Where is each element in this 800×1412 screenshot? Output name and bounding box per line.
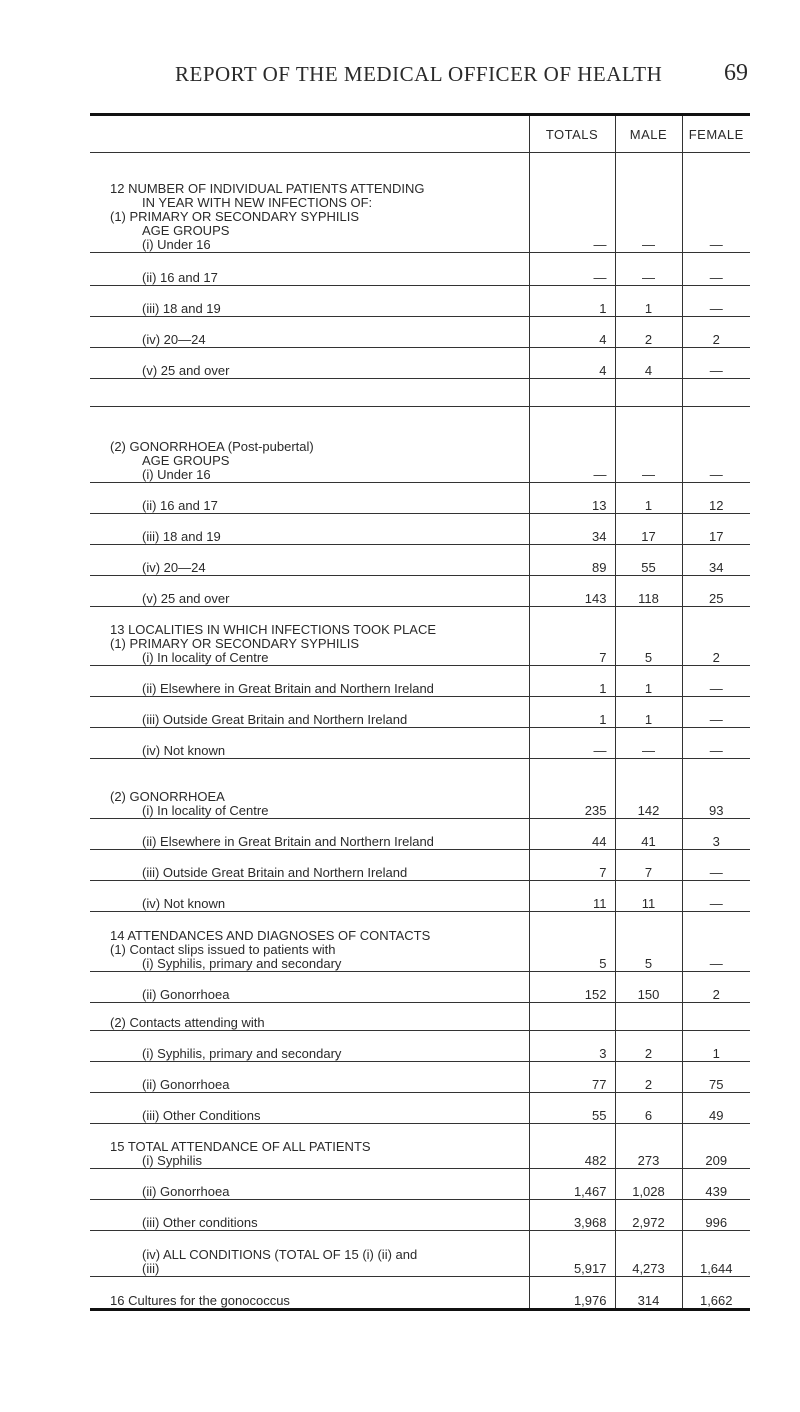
totals-cell: 7 bbox=[529, 850, 615, 881]
row-label bbox=[90, 1003, 529, 1031]
female-cell: 17 bbox=[682, 514, 750, 545]
page-number: 69 bbox=[724, 60, 748, 86]
row-label-line: (i) Under 16 bbox=[142, 467, 211, 482]
female-cell: — bbox=[682, 666, 750, 697]
totals-cell: 3 bbox=[529, 1031, 615, 1062]
totals-cell: 77 bbox=[529, 1062, 615, 1093]
row-label bbox=[90, 407, 529, 483]
row-label-line: (iv) 20—24 bbox=[142, 560, 206, 575]
male-cell: 1 bbox=[615, 286, 682, 317]
male-cell: 1 bbox=[615, 697, 682, 728]
row-label-line: (ii) 16 and 17 bbox=[142, 498, 218, 513]
table-row bbox=[90, 1277, 750, 1310]
male-cell: 4 bbox=[615, 348, 682, 379]
totals-cell: 235 bbox=[529, 759, 615, 819]
table-row bbox=[90, 1031, 750, 1062]
totals-cell bbox=[529, 1003, 615, 1031]
page-header bbox=[0, 62, 800, 92]
row-label bbox=[90, 348, 529, 379]
totals-cell: 1 bbox=[529, 286, 615, 317]
totals-cell: 4 bbox=[529, 348, 615, 379]
totals-cell: — bbox=[529, 728, 615, 759]
female-cell: 25 bbox=[682, 576, 750, 607]
row-label-line: (ii) Elsewhere in Great Britain and Northern Ireland bbox=[142, 834, 434, 849]
table-row bbox=[90, 545, 750, 576]
table-row bbox=[90, 1062, 750, 1093]
totals-cell: — bbox=[529, 153, 615, 253]
row-label-line: (iii) 18 and 19 bbox=[142, 529, 221, 544]
female-cell: — bbox=[682, 253, 750, 286]
row-label-line: 15 TOTAL ATTENDANCE OF ALL PATIENTS bbox=[110, 1139, 371, 1154]
row-label-line: (iii) Outside Great Britain and Northern Ireland bbox=[142, 712, 408, 727]
male-cell: 6 bbox=[615, 1093, 682, 1124]
female-cell: 12 bbox=[682, 483, 750, 514]
row-label bbox=[90, 759, 529, 819]
row-label bbox=[90, 1062, 529, 1093]
female-cell: — bbox=[682, 850, 750, 881]
totals-cell: 1,976 bbox=[529, 1277, 615, 1310]
row-label-line: (2) Contacts attending with bbox=[110, 1015, 265, 1030]
male-cell: 150 bbox=[615, 972, 682, 1003]
female-cell: — bbox=[682, 697, 750, 728]
table-row bbox=[90, 483, 750, 514]
row-label-line: (iii) Other Conditions bbox=[142, 1108, 261, 1123]
row-label bbox=[90, 317, 529, 348]
female-cell: 1,662 bbox=[682, 1277, 750, 1310]
female-cell bbox=[682, 379, 750, 407]
male-cell: 314 bbox=[615, 1277, 682, 1310]
row-label bbox=[90, 728, 529, 759]
female-cell: 2 bbox=[682, 317, 750, 348]
male-cell: 1,028 bbox=[615, 1169, 682, 1200]
table-row bbox=[90, 1003, 750, 1031]
totals-cell bbox=[529, 379, 615, 407]
row-label-line: (iv) Not known bbox=[142, 743, 226, 758]
table-row bbox=[90, 850, 750, 881]
male-cell: 273 bbox=[615, 1124, 682, 1169]
table-row bbox=[90, 881, 750, 912]
row-label bbox=[90, 697, 529, 728]
totals-cell: 4 bbox=[529, 317, 615, 348]
female-cell: 2 bbox=[682, 607, 750, 666]
row-label bbox=[90, 1277, 529, 1310]
row-label-line: 16 Cultures for the gonococcus bbox=[110, 1293, 290, 1308]
label-column-header bbox=[90, 115, 529, 153]
female-cell: 3 bbox=[682, 819, 750, 850]
row-label-line: (2) GONORRHOEA (Post-pubertal) bbox=[110, 439, 314, 454]
table-row bbox=[90, 819, 750, 850]
female-cell: 34 bbox=[682, 545, 750, 576]
row-label-line: (i) In locality of Centre bbox=[142, 650, 269, 665]
table-row bbox=[90, 407, 750, 483]
male-cell: 118 bbox=[615, 576, 682, 607]
row-label bbox=[90, 666, 529, 697]
row-label bbox=[90, 972, 529, 1003]
table-row bbox=[90, 972, 750, 1003]
table-row bbox=[90, 576, 750, 607]
totals-cell: 89 bbox=[529, 545, 615, 576]
female-cell: — bbox=[682, 348, 750, 379]
male-cell: 2 bbox=[615, 317, 682, 348]
totals-cell: 44 bbox=[529, 819, 615, 850]
female-cell: 996 bbox=[682, 1200, 750, 1231]
table-row bbox=[90, 379, 750, 407]
row-label bbox=[90, 1200, 529, 1231]
table-row bbox=[90, 348, 750, 379]
row-label bbox=[90, 881, 529, 912]
row-label-line: (v) 25 and over bbox=[142, 363, 230, 378]
row-label-line: (1) PRIMARY OR SECONDARY SYPHILIS bbox=[110, 636, 359, 651]
row-label bbox=[90, 1231, 529, 1277]
table-header-row bbox=[90, 115, 750, 153]
totals-cell: 482 bbox=[529, 1124, 615, 1169]
table-row bbox=[90, 912, 750, 972]
row-label-line: (iii) Other conditions bbox=[142, 1215, 258, 1230]
row-label-line: (ii) Gonorrhoea bbox=[142, 1077, 230, 1092]
male-cell: 1 bbox=[615, 483, 682, 514]
totals-cell: — bbox=[529, 407, 615, 483]
row-label-line: IN YEAR WITH NEW INFECTIONS OF: bbox=[142, 195, 373, 210]
table-row bbox=[90, 1200, 750, 1231]
row-label-line: (ii) Gonorrhoea bbox=[142, 987, 230, 1002]
row-label bbox=[90, 1124, 529, 1169]
table-row bbox=[90, 1124, 750, 1169]
male-cell bbox=[615, 379, 682, 407]
totals-cell: 5 bbox=[529, 912, 615, 972]
male-cell: — bbox=[615, 407, 682, 483]
row-label bbox=[90, 850, 529, 881]
female-cell: — bbox=[682, 286, 750, 317]
table-row bbox=[90, 697, 750, 728]
row-label bbox=[90, 286, 529, 317]
row-label-line: (i) Syphilis, primary and secondary bbox=[142, 1046, 342, 1061]
totals-cell: 13 bbox=[529, 483, 615, 514]
totals-cell: 55 bbox=[529, 1093, 615, 1124]
row-label-line: (iv) 20—24 bbox=[142, 332, 206, 347]
page-title: REPORT OF THE MEDICAL OFFICER OF HEALTH bbox=[175, 62, 663, 86]
row-label bbox=[90, 379, 529, 407]
statistics-table bbox=[90, 113, 750, 1311]
row-label-line: (1) PRIMARY OR SECONDARY SYPHILIS bbox=[110, 209, 359, 224]
row-label-line: (i) In locality of Centre bbox=[142, 803, 269, 818]
row-label-line: (ii) Elsewhere in Great Britain and Northern Ireland bbox=[142, 681, 434, 696]
row-label-line: (iii) 18 and 19 bbox=[142, 301, 221, 316]
table-row bbox=[90, 1169, 750, 1200]
male-cell: 5 bbox=[615, 607, 682, 666]
table-row bbox=[90, 1231, 750, 1277]
male-cell: — bbox=[615, 728, 682, 759]
row-label bbox=[90, 153, 529, 253]
row-label bbox=[90, 819, 529, 850]
row-label-line: (iii) Outside Great Britain and Northern Ireland bbox=[142, 865, 408, 880]
female-cell: — bbox=[682, 407, 750, 483]
female-cell: — bbox=[682, 728, 750, 759]
table-row bbox=[90, 666, 750, 697]
table-row bbox=[90, 253, 750, 286]
male-cell: 11 bbox=[615, 881, 682, 912]
female-cell: — bbox=[682, 153, 750, 253]
totals-cell: 11 bbox=[529, 881, 615, 912]
totals-cell: 1 bbox=[529, 697, 615, 728]
row-label-line: 14 ATTENDANCES AND DIAGNOSES OF CONTACTS bbox=[110, 928, 431, 943]
row-label-line: (v) 25 and over bbox=[142, 591, 230, 606]
female-column-header: FEMALE bbox=[682, 115, 750, 153]
row-label bbox=[90, 1169, 529, 1200]
row-label-line: (i) Under 16 bbox=[142, 237, 211, 252]
male-cell: — bbox=[615, 153, 682, 253]
row-label-line: (2) GONORRHOEA bbox=[110, 789, 225, 804]
male-cell bbox=[615, 1003, 682, 1031]
table-row bbox=[90, 153, 750, 253]
row-label-line: (ii) 16 and 17 bbox=[142, 270, 218, 285]
totals-cell: 7 bbox=[529, 607, 615, 666]
row-label bbox=[90, 483, 529, 514]
male-cell: 2,972 bbox=[615, 1200, 682, 1231]
row-label bbox=[90, 912, 529, 972]
totals-cell: 34 bbox=[529, 514, 615, 545]
female-cell: 439 bbox=[682, 1169, 750, 1200]
row-label-line: (iv) ALL CONDITIONS (TOTAL OF 15 (i) (ii) and bbox=[142, 1247, 418, 1262]
male-column-header: MALE bbox=[615, 115, 682, 153]
totals-cell: 143 bbox=[529, 576, 615, 607]
row-label bbox=[90, 1093, 529, 1124]
male-cell: 1 bbox=[615, 666, 682, 697]
female-cell: 2 bbox=[682, 972, 750, 1003]
female-cell: 209 bbox=[682, 1124, 750, 1169]
totals-column-header: TOTALS bbox=[529, 115, 615, 153]
totals-cell: — bbox=[529, 253, 615, 286]
table-row bbox=[90, 1093, 750, 1124]
female-cell: 1 bbox=[682, 1031, 750, 1062]
row-label bbox=[90, 545, 529, 576]
male-cell: 7 bbox=[615, 850, 682, 881]
table-row bbox=[90, 759, 750, 819]
male-cell: — bbox=[615, 253, 682, 286]
row-label bbox=[90, 607, 529, 666]
row-label bbox=[90, 1031, 529, 1062]
male-cell: 55 bbox=[615, 545, 682, 576]
row-label bbox=[90, 514, 529, 545]
male-cell: 2 bbox=[615, 1062, 682, 1093]
female-cell: 93 bbox=[682, 759, 750, 819]
totals-cell: 1,467 bbox=[529, 1169, 615, 1200]
row-label bbox=[90, 576, 529, 607]
male-cell: 5 bbox=[615, 912, 682, 972]
male-cell: 41 bbox=[615, 819, 682, 850]
female-cell: — bbox=[682, 912, 750, 972]
male-cell: 17 bbox=[615, 514, 682, 545]
totals-cell: 5,917 bbox=[529, 1231, 615, 1277]
female-cell: — bbox=[682, 881, 750, 912]
female-cell: 49 bbox=[682, 1093, 750, 1124]
row-label-line: 12 NUMBER OF INDIVIDUAL PATIENTS ATTENDING bbox=[110, 181, 425, 196]
female-cell bbox=[682, 1003, 750, 1031]
row-label-line: AGE GROUPS bbox=[142, 223, 230, 238]
row-label-line: (i) Syphilis, primary and secondary bbox=[142, 956, 342, 971]
table-row bbox=[90, 607, 750, 666]
row-label-line: (iii) bbox=[142, 1261, 160, 1276]
row-label-line: (i) Syphilis bbox=[142, 1153, 202, 1168]
male-cell: 142 bbox=[615, 759, 682, 819]
row-label-line: AGE GROUPS bbox=[142, 453, 230, 468]
row-label-line: 13 LOCALITIES IN WHICH INFECTIONS TOOK PLACE bbox=[110, 622, 437, 637]
row-label-line: (1) Contact slips issued to patients with bbox=[110, 942, 336, 957]
female-cell: 75 bbox=[682, 1062, 750, 1093]
male-cell: 4,273 bbox=[615, 1231, 682, 1277]
totals-cell: 1 bbox=[529, 666, 615, 697]
row-label-line: (ii) Gonorrhoea bbox=[142, 1184, 230, 1199]
table-row bbox=[90, 514, 750, 545]
row-label bbox=[90, 253, 529, 286]
table-row bbox=[90, 317, 750, 348]
table-row bbox=[90, 728, 750, 759]
totals-cell: 3,968 bbox=[529, 1200, 615, 1231]
totals-cell: 152 bbox=[529, 972, 615, 1003]
female-cell: 1,644 bbox=[682, 1231, 750, 1277]
table-row bbox=[90, 286, 750, 317]
row-label-line: (iv) Not known bbox=[142, 896, 226, 911]
male-cell: 2 bbox=[615, 1031, 682, 1062]
